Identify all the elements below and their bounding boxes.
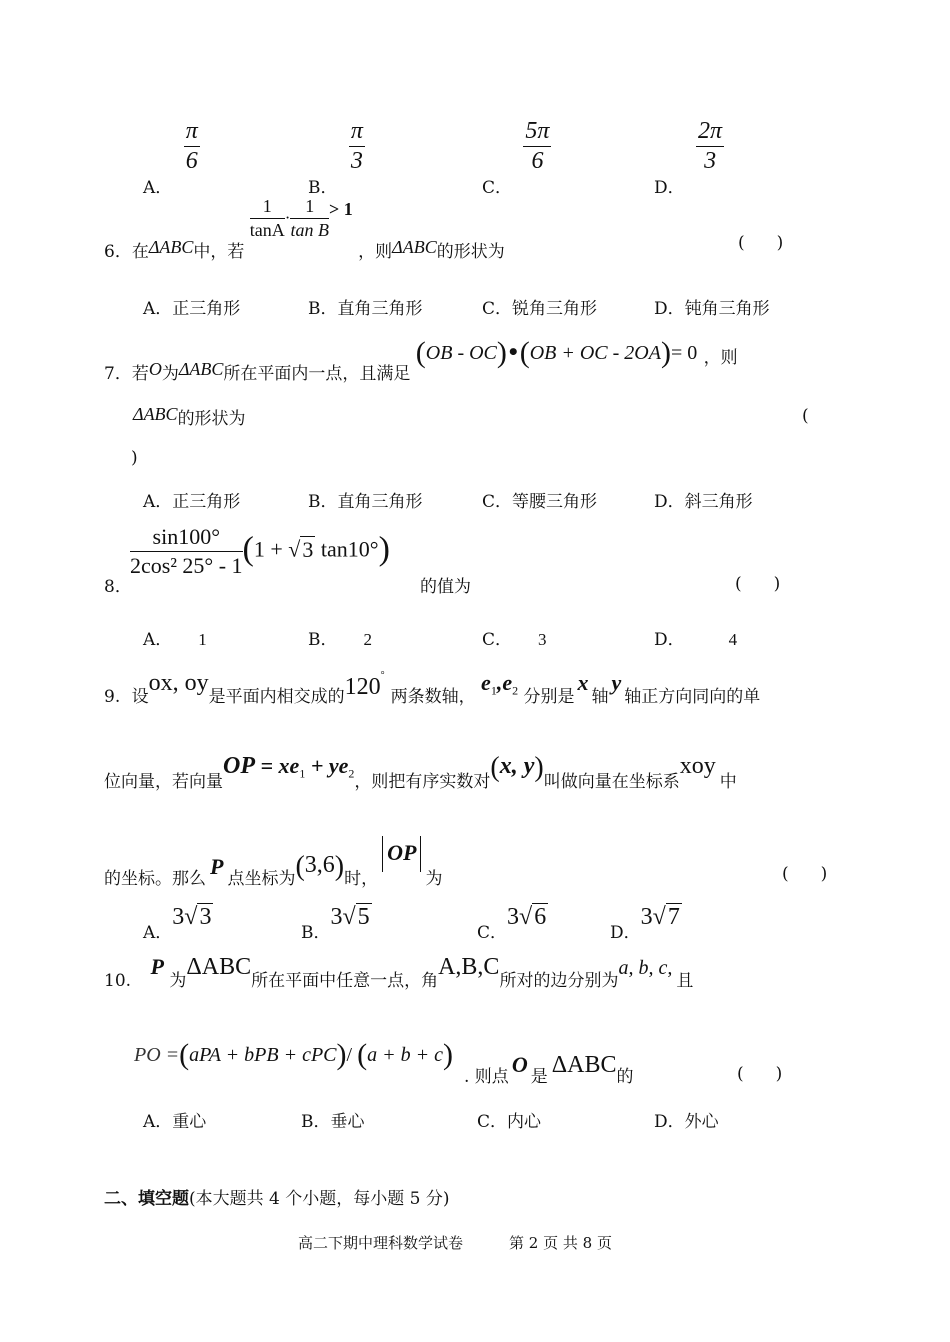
section-note: (本大题共 4 个小题，每小题 5 分) bbox=[189, 1189, 450, 1209]
fraction: $\frac{\pi}{3}$ bbox=[350, 118, 363, 174]
q8-option-b: B． 2 bbox=[308, 630, 372, 650]
q8-expression: $\frac{\sin 100^\circ}{\text{2cos² 25° - 1}}$ (1 + √3 tan10°) bbox=[130, 524, 390, 578]
q7-option-b: B．直角三角形 bbox=[308, 492, 423, 512]
q10-line1: 10. P 为ΔABC所在平面中任意一点，角A,B,C所对的边分别为a, b, c,且 bbox=[104, 954, 694, 991]
q7-stem: 7．若O为ΔABC所在平面内一点，且满足 (OB - OC)•(OB + OC - 2OA)= 0 ，则 bbox=[104, 336, 738, 384]
q6-stem: 6．在ΔABC中，若 $\frac{1}{\tan A}$ · $\frac{1}{\text{tan B}}$ > 1 ，则ΔABC的形状为 bbox=[104, 196, 505, 262]
q8-option-a: A． 1 bbox=[143, 630, 207, 650]
q7-option-a: A．正三角形 bbox=[143, 492, 241, 512]
q10-option-c: C．内心 bbox=[477, 1112, 542, 1132]
section-title: 二、填空题 bbox=[104, 1189, 189, 1209]
footer-title: 高二下期中理科数学试卷 bbox=[298, 1234, 464, 1252]
q9-option-d: D．3√7 bbox=[610, 904, 680, 943]
fraction: $\frac{5\pi}{6}$ bbox=[525, 118, 550, 174]
fraction-1: $\frac{1}{\tan A}$ bbox=[249, 196, 285, 240]
q9-bracket: ( ) bbox=[782, 864, 828, 884]
q6-bracket: ( ) bbox=[738, 233, 784, 253]
section-heading bbox=[104, 1184, 450, 1209]
q5-option-c: C． $\frac{5\pi}{6}$ bbox=[482, 118, 550, 198]
q6-option-d: D．钝角三角形 bbox=[654, 299, 770, 319]
q9-option-b: B．3√5 bbox=[301, 904, 370, 943]
q8-option-c: C． 3 bbox=[482, 630, 547, 650]
fraction: $\frac{\pi}{6}$ bbox=[185, 118, 198, 174]
q5-option-a bbox=[143, 118, 200, 198]
q10-line2-tail: . 则点 O 是 ΔABC的 bbox=[464, 1052, 634, 1087]
q5-option-b: B． $\frac{\pi}{3}$ bbox=[308, 118, 363, 198]
vector-expression: (OB - OC)•(OB + OC - 2OA)= 0 bbox=[415, 336, 698, 369]
q8-bracket: ( ) bbox=[735, 574, 781, 594]
q10-formula: PO =(aPA + bPB + cPC)/ (a + b + c) bbox=[134, 1038, 453, 1071]
q9-line1: 9. 设ox, oy是平面内相交成的120°两条数轴， $e_1,e_2$ 分别是x轴y轴正方向同向的单 bbox=[104, 670, 761, 707]
q7-option-c: C．等腰三角形 bbox=[482, 492, 598, 512]
q8-option-d: D． 4 bbox=[654, 630, 738, 650]
q10-option-b: B．垂心 bbox=[301, 1112, 365, 1132]
q6-option-c: C．锐角三角形 bbox=[482, 299, 598, 319]
q9-option-a: A．3√3 bbox=[143, 904, 212, 943]
q10-bracket: ( ) bbox=[737, 1064, 783, 1084]
q6-option-b: B．直角三角形 bbox=[308, 299, 423, 319]
fraction: $\frac{2\pi}{3}$ bbox=[698, 118, 723, 174]
q10-option-d: D．外心 bbox=[654, 1112, 719, 1132]
fraction: $\frac{\sin 100^\circ}{\text{2cos² 25° - 1}}$ bbox=[130, 524, 243, 578]
q8-tail: 的值为 bbox=[420, 577, 471, 597]
q10-option-a: A．重心 bbox=[143, 1112, 207, 1132]
option-letter: A． bbox=[143, 178, 173, 198]
q9-line3: 的坐标。那么 P 点坐标为(3,6)时，OP为 bbox=[104, 836, 442, 872]
q6-option-a: A．正三角形 bbox=[143, 299, 241, 319]
page-footer bbox=[298, 1232, 612, 1253]
q8-number: 8． bbox=[104, 577, 132, 597]
q7-option-d: D．斜三角形 bbox=[654, 492, 753, 512]
fraction-2: $\frac{1}{\text{tan B}}$ bbox=[290, 196, 329, 240]
q7-bracket-close: ) bbox=[131, 448, 138, 468]
footer-page: 第 2 页 共 8 页 bbox=[509, 1234, 612, 1252]
q5-option-d: D． $\frac{2\pi}{3}$ bbox=[654, 118, 723, 198]
q9-option-c: C．3√6 bbox=[477, 904, 547, 943]
q7-stem-line2: ΔABC的形状为 bbox=[133, 404, 246, 429]
q7-bracket-open: ( bbox=[802, 406, 809, 426]
q9-line2: 位向量，若向量OP = $xe_1 + ye_2$，则把有序实数对(x, y)叫做向量在坐标系xoy中 bbox=[104, 752, 737, 792]
